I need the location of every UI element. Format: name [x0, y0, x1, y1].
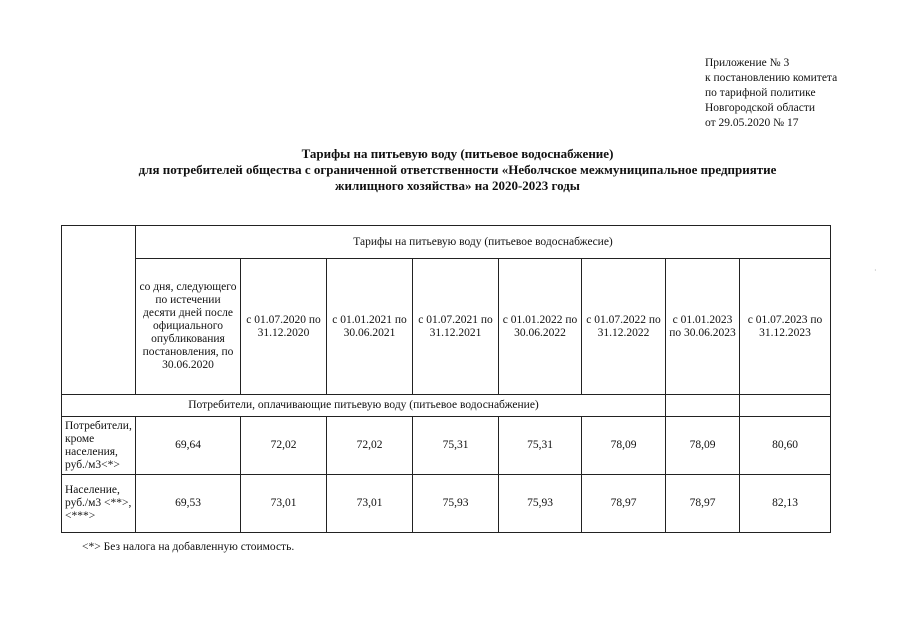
tariff-value: 75,31 — [499, 417, 582, 475]
group-header-cell: Тарифы на питьевую воду (питьевое водоснабжеcие) — [136, 226, 831, 259]
period-header: со дня, следующего по истечении десяти дней после официального опубликования постановления, по 30.06.2020 — [136, 259, 241, 395]
section-empty-cell — [740, 395, 831, 417]
tariff-value: 72,02 — [241, 417, 327, 475]
row-label: Потребители, кроме населения, руб./м3<*> — [62, 417, 136, 475]
period-header: с 01.07.2022 по 31.12.2022 — [582, 259, 666, 395]
tariff-value: 72,02 — [327, 417, 413, 475]
appendix-line: по тарифной политике — [705, 87, 816, 99]
tariff-value: 75,93 — [499, 475, 582, 533]
row-label: Население, руб./м3 <**>, <***> — [62, 475, 136, 533]
period-header: с 01.07.2023 по 31.12.2023 — [740, 259, 831, 395]
period-header-row — [62, 259, 831, 395]
tariff-value: 82,13 — [740, 475, 831, 533]
margin-mark: · — [874, 266, 877, 275]
tariff-value: 69,53 — [136, 475, 241, 533]
appendix-line: Новгородской области — [705, 102, 816, 114]
table-row — [62, 417, 831, 475]
tariff-value: 78,09 — [666, 417, 740, 475]
period-header: с 01.01.2022 по 30.06.2022 — [499, 259, 582, 395]
tariff-value: 75,31 — [413, 417, 499, 475]
appendix-line: Приложение № 3 — [705, 57, 790, 69]
period-header: с 01.07.2021 по 31.12.2021 — [413, 259, 499, 395]
tariff-value: 78,97 — [582, 475, 666, 533]
section-label: Потребители, оплачивающие питьевую воду (питьевое водоснабжение) — [62, 395, 666, 417]
title-line: жилищного хозяйства» на 2020-2023 годы — [335, 178, 580, 193]
tariff-value: 69,64 — [136, 417, 241, 475]
appendix-line: от 29.05.2020 № 17 — [705, 117, 799, 129]
tariff-value: 73,01 — [327, 475, 413, 533]
tariff-value: 75,93 — [413, 475, 499, 533]
footnote: <*> Без налога на добавленную стоимость. — [82, 541, 295, 553]
period-header: с 01.07.2020 по 31.12.2020 — [241, 259, 327, 395]
title-line: Тарифы на питьевую воду (питьевое водоснабжение) — [301, 146, 614, 161]
appendix-block — [705, 56, 837, 131]
table-header-row — [62, 226, 831, 259]
section-empty-cell — [666, 395, 740, 417]
period-header: с 01.01.2021 по 30.06.2021 — [327, 259, 413, 395]
title-line: для потребителей общества с ограниченной ответственности «Неболчское межмуниципальное предприятие — [138, 162, 777, 177]
appendix-line: к постановлению комитета — [705, 72, 838, 84]
corner-cell — [62, 226, 136, 395]
tariff-value: 78,97 — [666, 475, 740, 533]
table-row — [62, 475, 831, 533]
period-header: с 01.01.2023 по 30.06.2023 — [666, 259, 740, 395]
tariff-table — [61, 225, 831, 533]
section-row — [62, 395, 831, 417]
tariff-value: 73,01 — [241, 475, 327, 533]
tariff-value: 78,09 — [582, 417, 666, 475]
tariff-value: 80,60 — [740, 417, 831, 475]
document-title — [60, 146, 855, 194]
